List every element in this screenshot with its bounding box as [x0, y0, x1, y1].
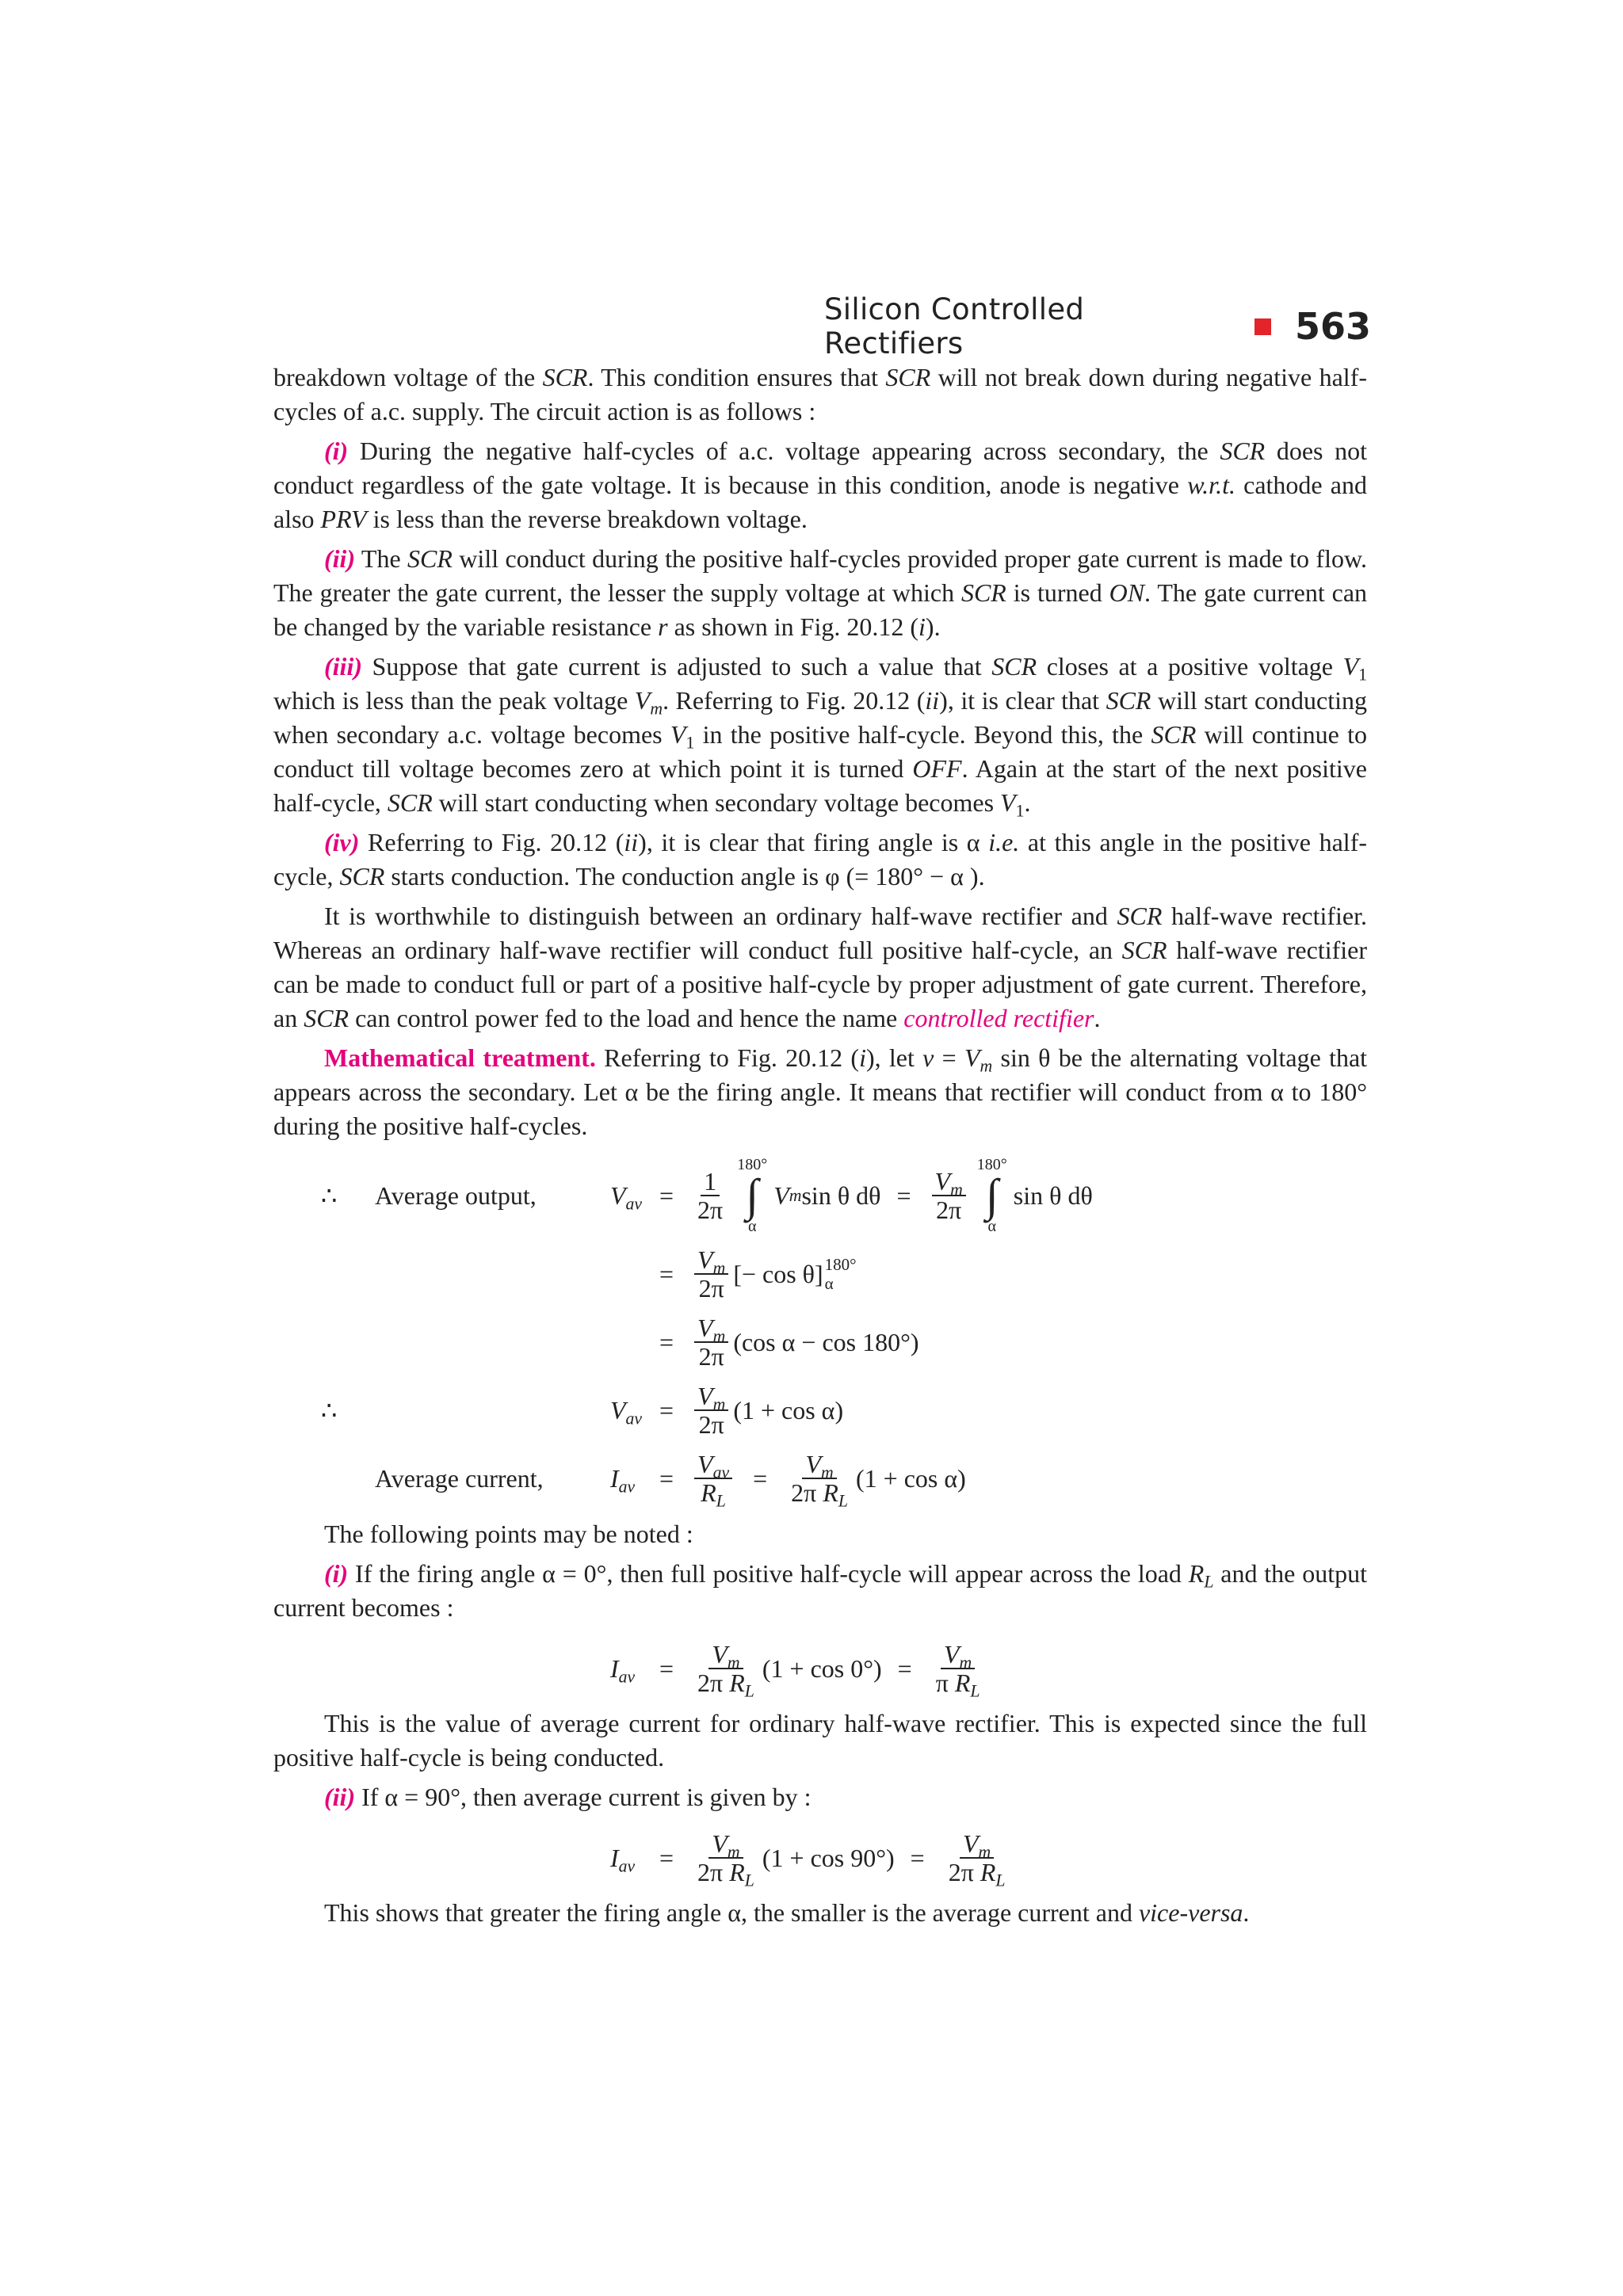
point-label: (iv)	[324, 828, 360, 856]
equation-average-output: ∴ Average output, $V_{av}$ = $\frac{1}{2\pi}$ 180° ∫ α V m sin θ dθ = $\frac{V_m}{2\pi}$ 180° ∫ α sin θ dθ	[321, 1156, 1093, 1235]
equation-vav-result: ∴ $V_{av}$ = $\frac{V_m}{2\pi}$ (1 + cos α)	[321, 1382, 844, 1439]
integral-sign: 180° ∫ α	[737, 1156, 768, 1235]
paragraph-comparison: It is worthwhile to distinguish between an ordinary half-wave rectifier and SCR half-wave rectifier. Whereas an ordinary half-wave rectifier will conduct full positive half-cycle, an SCR half-wave rectifier can be made to conduct full or part of a positive half-cycle by proper adjustment of gate current. Therefore, an SCR can control power fed to the load and hence the name controlled rectifier.	[273, 902, 1368, 1032]
paragraph-point-ii: (ii) The SCR will conduct during the positive half-cycles provided proper gate current is made to flow. The greater the gate current, the lesser the supply voltage at which SCR is turned ON. The gate current can be changed by the variable resistance r as shown in Fig. 20.12 (i).	[273, 544, 1368, 641]
equation-step-cos-diff: = $\frac{V_m}{2\pi}$ (cos α − cos 180°)	[659, 1314, 919, 1371]
section-heading: Mathematical treatment.	[324, 1043, 596, 1072]
paragraph-math-treatment: Mathematical treatment. Referring to Fig. 20.12 (i), let $v = V_m$ sin θ be the alternating voltage that appears across the secondary. Let α be the firing angle. It means that rectifier will conduct from α to 180° during the positive half-cycles.	[273, 1043, 1368, 1140]
paragraph-point-i: (i) During the negative half-cycles of a.c. voltage appearing across secondary, the SCR does not conduct regardless of the gate voltage. It is because in this condition, anode is negative w.r.t. cathode and also PRV is less than the reverse breakdown voltage.	[273, 437, 1368, 533]
page-number: 563	[1294, 305, 1371, 348]
point-label: (iii)	[324, 652, 362, 681]
integral-sign: 180° ∫ α	[976, 1156, 1007, 1235]
paragraph-continuation: breakdown voltage of the SCR. This condition ensures that SCR will not break down during negative half-cycles of a.c. supply. The circuit action is as follows :	[273, 363, 1368, 425]
page-body	[273, 360, 1367, 1936]
paragraph-ordinary-rectifier: This is the value of average current for ordinary half-wave rectifier. This is expected since the full positive half-cycle is being conducted.	[273, 1709, 1367, 1772]
equation-iav-alpha-zero: $I_{av}$ = $\frac{V_m}{2\pi R_L}$ (1 + cos 0°) = $\frac{V_m}{\pi R_L}$	[610, 1640, 980, 1701]
equation-step-bracket: = $\frac{V_m}{2\pi}$ [− cos θ] 180° α	[659, 1245, 857, 1302]
point-label: (i)	[324, 437, 349, 465]
key-term: controlled rectifier	[903, 1004, 1094, 1032]
paragraph-point-alpha-ninety: (ii) If α = 90°, then average current is given by :	[324, 1783, 812, 1811]
header-title: Silicon Controlled Rectifiers	[824, 292, 1085, 360]
equation-average-current: Average current, $I_{av}$ = $\frac{V_{av}}{R_L}$ = $\frac{V_m}{2\pi R_L}$ (1 + cos α)	[375, 1450, 966, 1511]
paragraph-conclusion: This shows that greater the firing angle α, the smaller is the average current and vice-versa.	[324, 1898, 1250, 1927]
paragraph-point-alpha-zero: (i) If the firing angle α = 0°, then full positive half-cycle will appear across the load $R_L$ and the output current becomes :	[273, 1559, 1368, 1622]
equation-iav-alpha-ninety: $I_{av}$ = $\frac{V_m}{2\pi R_L}$ (1 + cos 90°) = $\frac{V_m}{2\pi R_L}$	[610, 1829, 1006, 1890]
paragraph-points-noted: The following points may be noted :	[324, 1520, 693, 1548]
header-square-icon	[1254, 318, 1271, 335]
point-label: (ii)	[324, 1783, 356, 1811]
running-header	[824, 292, 1371, 360]
point-label: (ii)	[324, 544, 356, 573]
point-label: (i)	[324, 1559, 349, 1588]
paragraph-point-iv: (iv) Referring to Fig. 20.12 (ii), it is clear that firing angle is α i.e. at this angle in the positive half-cycle, SCR starts conduction. The conduction angle is φ (= 180° − α ).	[273, 828, 1368, 891]
paragraph-point-iii: (iii) Suppose that gate current is adjusted to such a value that SCR closes at a positive voltage $V_1$ which is less than the peak voltage $V_m$. Referring to Fig. 20.12 (ii), it is clear that SCR will start conducting when secondary a.c. voltage becomes $V_1$ in the positive half-cycle. Beyond this, the SCR will continue to conduct till voltage becomes zero at which point it is turned OFF. Again at the start of the next positive half-cycle, SCR will start conducting when secondary voltage becomes $V_1$.	[273, 652, 1368, 821]
